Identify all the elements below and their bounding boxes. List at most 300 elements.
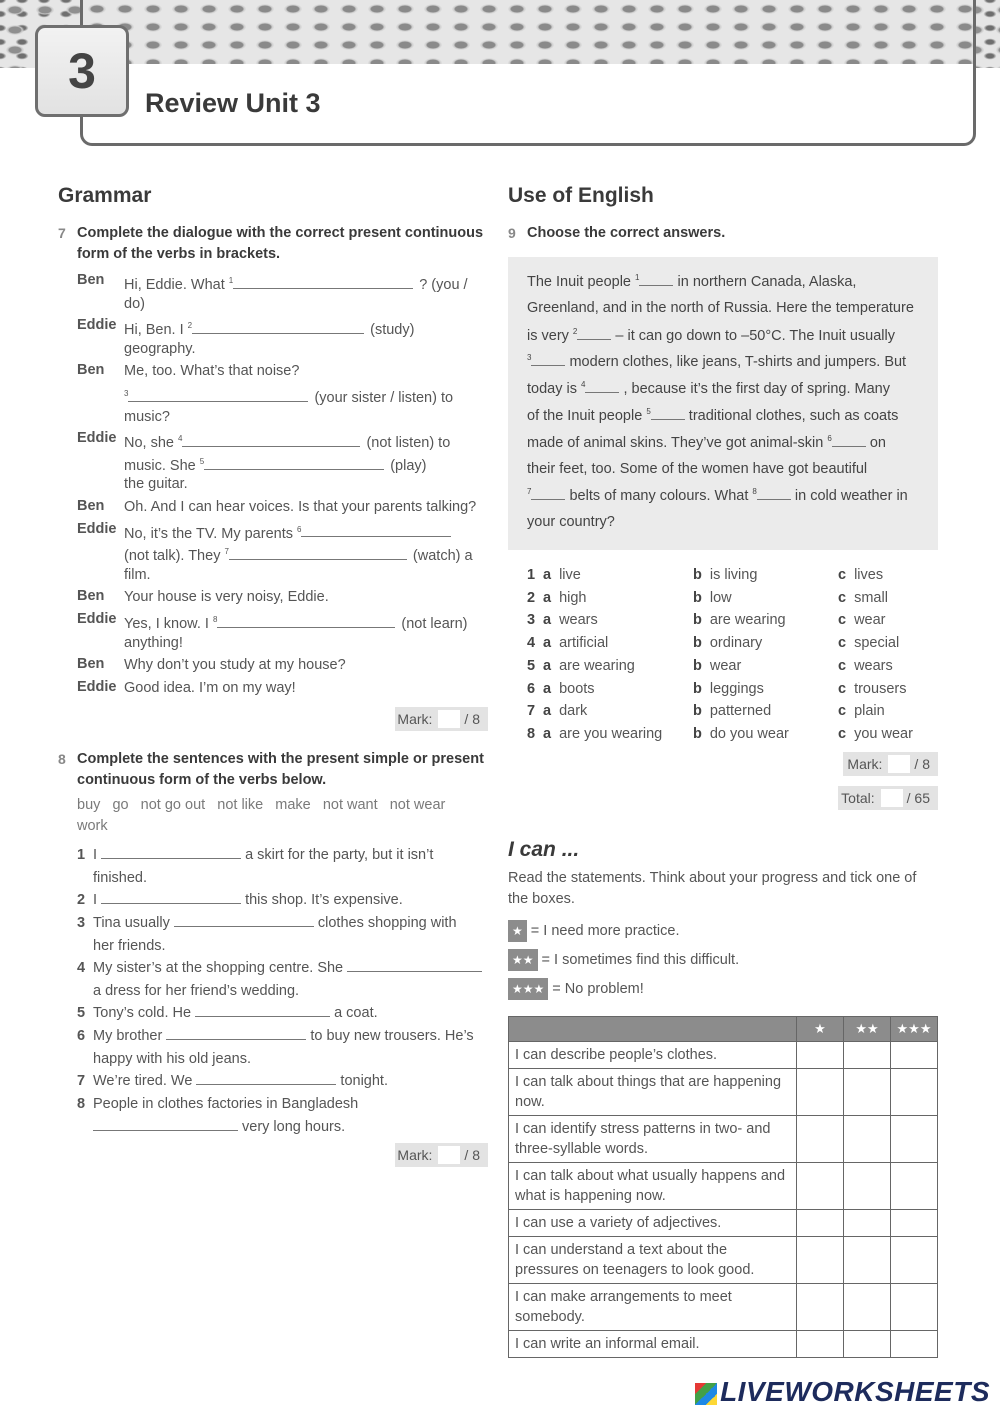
reading-text: traditional clothes, such as coats [684, 408, 899, 424]
option-text: are you wearing [559, 725, 663, 742]
dialogue-speaker: Eddie [77, 678, 117, 695]
option-text: dark [559, 703, 588, 720]
tick-box[interactable] [891, 1163, 938, 1210]
dialogue-line [124, 339, 195, 359]
tick-box[interactable] [844, 1284, 891, 1331]
gap-number: 5 [199, 456, 205, 466]
dialogue-text: No, she [124, 435, 178, 452]
answer-blank[interactable] [93, 1117, 238, 1131]
option-a[interactable] [543, 726, 662, 742]
option-number-text: 2 [527, 589, 536, 606]
answer-blank[interactable] [585, 380, 619, 393]
sentence-line [77, 981, 299, 1001]
sentence-line [77, 868, 147, 888]
answer-blank[interactable] [217, 614, 395, 628]
option-letter: a [543, 589, 552, 606]
sentence-text: finished. [93, 870, 148, 886]
option-number [527, 658, 535, 674]
dialogue-text: (not learn) [401, 615, 468, 632]
sentence-line [77, 913, 457, 933]
option-number-text: 1 [527, 567, 536, 583]
gap-number: 5 [646, 407, 651, 417]
option-text: small [854, 589, 888, 606]
dialogue-text: anything! [124, 634, 183, 651]
option-b[interactable] [693, 681, 764, 697]
option-letter: b [693, 725, 702, 742]
dialogue-text: Oh. And I can hear voices. Is that your parents talking? [124, 499, 477, 515]
sentence-text: I [93, 847, 102, 863]
reading-text: on [865, 434, 886, 451]
option-text: wear [854, 612, 886, 629]
tick-box[interactable] [891, 1069, 938, 1116]
option-a[interactable] [543, 567, 581, 583]
sentence-text: a coat. [334, 1005, 378, 1021]
ican-table [508, 1016, 938, 1358]
answer-blank[interactable] [577, 327, 611, 340]
ican-statement: I can write an informal email. [509, 1331, 797, 1358]
option-letter: c [838, 612, 847, 629]
gap-number: 2 [572, 326, 578, 336]
answer-blank[interactable] [101, 890, 241, 904]
use-of-english-heading: Use of English [508, 184, 654, 207]
star-rating-icon: ★ [508, 920, 527, 942]
sentence-line [77, 1049, 251, 1069]
ican-key-item [508, 978, 644, 1000]
reading-text: of the Inuit people [527, 408, 647, 424]
option-letter: b [693, 657, 702, 674]
sentence-text: People in clothes factories in Bangladesh [93, 1096, 359, 1112]
sentence-line [77, 958, 486, 978]
reading-text: Greenland, and in the north of Russia. Here the temperature [527, 299, 914, 316]
dialogue-text: (study) [370, 322, 415, 339]
option-letter: a [543, 612, 552, 629]
dialogue-text: music. She [124, 457, 200, 474]
grammar-heading: Grammar [58, 184, 152, 207]
tick-box[interactable] [797, 1331, 844, 1358]
header-frame [80, 0, 976, 146]
tick-box[interactable] [844, 1163, 891, 1210]
exercise-7-instruction-2: form of the verbs in brackets. [77, 246, 281, 262]
option-letter: c [838, 589, 847, 606]
dialogue-line [124, 316, 414, 340]
dialogue-speaker: Ben [77, 362, 105, 379]
ican-statement: I can identify stress patterns in two- and three-syllable words. [509, 1116, 797, 1163]
option-b[interactable] [693, 590, 732, 606]
dialogue-line [124, 610, 467, 634]
exercise-9-instruction: Choose the correct answers. [527, 225, 726, 241]
option-b[interactable] [693, 612, 786, 628]
option-b[interactable] [693, 635, 762, 651]
answer-blank[interactable] [531, 353, 565, 366]
dialogue-text: film. [124, 566, 151, 583]
option-text: plain [854, 703, 885, 720]
tick-box[interactable] [844, 1210, 891, 1237]
footer-brand [695, 1376, 990, 1408]
option-letter: b [693, 612, 702, 629]
option-a[interactable] [543, 658, 635, 674]
answer-blank[interactable] [182, 433, 360, 447]
reading-text: in northern Canada, Alaska, [673, 274, 857, 290]
option-text: wears [854, 657, 893, 674]
ican-statement: I can describe people’s clothes. [509, 1042, 797, 1069]
option-a[interactable] [543, 681, 595, 697]
sentence-text: a skirt for the party, but it isn’t [245, 847, 434, 863]
header-pattern-inner [83, 0, 973, 64]
total-label: Total: [841, 790, 875, 806]
option-letter: a [543, 725, 552, 742]
option-c[interactable] [838, 726, 913, 742]
option-number-text: 5 [527, 657, 536, 674]
option-text: artificial [559, 635, 609, 652]
exercise-8-instruction-2: continuous form of the verbs below. [77, 772, 327, 788]
gap-number: 3 [124, 389, 129, 398]
sentence-text: Tina usually [93, 915, 174, 931]
option-text: trousers [854, 680, 907, 697]
tick-box[interactable] [891, 1042, 938, 1069]
ican-header-blank [509, 1017, 797, 1042]
dialogue-text: music? [124, 408, 170, 425]
sentence-text: clothes shopping with [317, 915, 457, 931]
tick-box[interactable] [844, 1069, 891, 1116]
sentence-text: to buy new trousers. He’s [310, 1028, 474, 1044]
mark-label: Mark: [847, 756, 883, 772]
answer-blank[interactable] [757, 487, 791, 500]
option-letter: c [838, 567, 847, 583]
dialogue-speaker: Eddie [77, 611, 117, 627]
dialogue-line [124, 565, 151, 585]
sentence-number: 1 [77, 847, 86, 863]
mark-total: / 8 [914, 756, 930, 772]
option-text: leggings [709, 680, 764, 697]
option-text: high [559, 589, 587, 606]
tick-box[interactable] [891, 1210, 938, 1237]
dialogue-text: Yes, I know. I [124, 615, 213, 632]
exercise-8-instruction-1: Complete the sentences with the present simple or present [77, 751, 484, 767]
option-letter: a [543, 657, 552, 674]
reading-text-line [527, 461, 867, 477]
option-number-text: 6 [527, 680, 536, 697]
sentence-line [77, 936, 166, 956]
dialogue-text: Hi, Ben. I [124, 322, 188, 339]
option-text: wear [709, 657, 742, 674]
dialogue-line [124, 633, 183, 653]
reading-text-line [527, 353, 906, 370]
option-c[interactable] [838, 703, 885, 719]
dialogue-text: (watch) a [412, 548, 473, 565]
option-letter: a [543, 567, 552, 583]
option-number [527, 590, 535, 606]
option-text: special [854, 635, 900, 652]
table-row [509, 1042, 938, 1069]
option-letter: b [693, 703, 702, 720]
sentence-text: Tony’s cold. He [93, 1005, 196, 1021]
gap-number: 3 [527, 353, 532, 363]
answer-blank[interactable] [233, 275, 413, 289]
reading-text: belts of many colours. What [565, 488, 753, 505]
table-row [509, 1210, 938, 1237]
sentence-line [77, 890, 403, 910]
gap-number: 4 [178, 434, 183, 444]
dialogue-speaker: Ben [77, 272, 105, 288]
answer-blank[interactable] [128, 388, 308, 402]
option-letter: c [838, 635, 847, 652]
sentence-number: 7 [77, 1073, 86, 1089]
answer-blank[interactable] [229, 546, 407, 560]
gap-number: 1 [635, 273, 640, 283]
option-c[interactable] [838, 590, 888, 606]
option-letter: b [693, 680, 702, 697]
total-value: / 65 [906, 790, 930, 806]
mark-input[interactable] [888, 755, 910, 773]
option-text: patterned [709, 703, 772, 720]
mark-total: / 8 [464, 711, 480, 727]
option-number [527, 567, 535, 583]
sentence-number: 6 [77, 1028, 86, 1044]
option-number [527, 726, 535, 742]
dialogue-text: the guitar. [124, 476, 188, 493]
tick-box[interactable] [844, 1116, 891, 1163]
reading-text: , because it’s the first day of spring. Many [619, 381, 890, 398]
option-b[interactable] [693, 567, 757, 583]
answer-blank[interactable] [651, 407, 685, 420]
reading-text-line [527, 407, 898, 424]
exercise-9-number: 9 [508, 225, 516, 241]
option-b[interactable] [693, 726, 789, 742]
answer-blank[interactable] [192, 320, 364, 334]
answer-blank[interactable] [204, 456, 384, 470]
option-letter: a [543, 703, 552, 720]
table-row [509, 1116, 938, 1163]
gap-number: 7 [224, 547, 229, 557]
option-text: lives [854, 567, 884, 583]
exercise-7-instruction-1: Complete the dialogue with the correct present continuous [77, 225, 484, 241]
answer-blank[interactable] [639, 273, 673, 286]
sentence-line [77, 1094, 358, 1114]
dialogue-line [124, 678, 296, 698]
answer-blank[interactable] [174, 913, 314, 927]
ican-statement: I can use a variety of adjectives. [509, 1210, 797, 1237]
tick-box[interactable] [797, 1210, 844, 1237]
ican-key-text: = I need more practice. [530, 923, 680, 939]
reading-text: in cold weather in [790, 488, 908, 505]
liveworksheets-logo-icon [695, 1383, 717, 1405]
dialogue-line [124, 655, 346, 675]
option-text: you wear [854, 725, 913, 742]
tick-box[interactable] [891, 1237, 938, 1284]
dialogue-line [124, 361, 299, 381]
dialogue-speaker: Eddie [77, 520, 117, 537]
answer-blank[interactable] [166, 1026, 306, 1040]
tick-box[interactable] [844, 1042, 891, 1069]
tick-box[interactable] [891, 1116, 938, 1163]
exercise-9-mark [843, 752, 938, 776]
ican-intro-2: the boxes. [508, 891, 575, 907]
mark-total: / 8 [464, 1147, 480, 1163]
ican-statement: I can make arrangements to meet somebody. [509, 1284, 797, 1331]
dialogue-text: Why don’t you study at my house? [124, 657, 346, 674]
option-b[interactable] [693, 703, 771, 719]
tick-box[interactable] [797, 1042, 844, 1069]
gap-number: 6 [297, 524, 302, 534]
option-text: are wearing [559, 657, 635, 674]
tick-box[interactable] [891, 1331, 938, 1358]
ican-key-item [508, 949, 739, 971]
sentence-number: 8 [77, 1096, 86, 1112]
word-bank-line-2: work [77, 818, 108, 834]
option-text: are wearing [709, 612, 786, 629]
reading-text-line [527, 273, 856, 290]
ican-statement: I can talk about what usually happens and what is happening now. [509, 1163, 797, 1210]
tick-box[interactable] [844, 1237, 891, 1284]
exercise-7-mark [395, 707, 488, 731]
reading-text: modern clothes, like jeans, T-shirts and jumpers. But [565, 354, 907, 371]
option-c[interactable] [838, 635, 899, 651]
total-input[interactable] [881, 789, 903, 807]
answer-blank[interactable] [301, 523, 451, 537]
option-text: do you wear [709, 725, 789, 742]
sentence-line [77, 1117, 345, 1137]
total-mark [838, 786, 938, 810]
table-row [509, 1331, 938, 1358]
sentence-text: very long hours. [242, 1119, 346, 1135]
dialogue-line [124, 474, 188, 494]
mark-input[interactable] [438, 710, 460, 728]
ican-header-one-star: ★ [797, 1017, 844, 1042]
gap-number: 8 [752, 487, 757, 497]
sentence-text: tonight. [340, 1073, 388, 1089]
mark-label: Mark: [397, 1147, 433, 1163]
tick-box[interactable] [891, 1284, 938, 1331]
tick-box[interactable] [797, 1237, 844, 1284]
dialogue-text: (play) [390, 457, 427, 474]
option-letter: c [838, 680, 847, 697]
dialogue-speaker: Ben [77, 498, 105, 514]
dialogue-line [124, 271, 468, 295]
reading-text-line [527, 514, 615, 530]
dialogue-text: Me, too. What’s that noise? [124, 363, 300, 380]
gap-number: 2 [187, 321, 193, 331]
reading-text-line [527, 327, 895, 344]
option-number-text: 7 [527, 703, 536, 720]
answer-blank[interactable] [196, 1071, 336, 1085]
reading-text: their feet, too. Some of the women have got beautiful [527, 460, 868, 477]
reading-text-line [527, 487, 908, 504]
dialogue-text: Good idea. I’m on my way! [124, 679, 296, 696]
tick-box[interactable] [797, 1163, 844, 1210]
table-row [509, 1069, 938, 1116]
option-letter: c [838, 703, 847, 720]
ican-intro-1: Read the statements. Think about your progress and tick one of [508, 870, 917, 886]
sentence-text: happy with his old jeans. [93, 1051, 251, 1067]
ican-key-text: = I sometimes find this difficult. [541, 952, 740, 968]
dialogue-line [124, 520, 457, 544]
mark-input[interactable] [438, 1146, 460, 1164]
dialogue-text: Hi, Eddie. What [124, 276, 229, 293]
sentence-text: We’re tired. We [93, 1073, 197, 1089]
dialogue-text: (not talk). They [124, 548, 225, 565]
reading-text: made of animal skins. They’ve got animal-skin [527, 434, 828, 451]
option-letter: c [838, 657, 847, 674]
sentence-number: 5 [77, 1005, 86, 1021]
tick-box[interactable] [797, 1069, 844, 1116]
reading-text: The Inuit people [527, 274, 636, 290]
answer-blank[interactable] [832, 434, 866, 447]
sentence-text: I [93, 892, 102, 908]
option-c[interactable] [838, 612, 886, 628]
exercise-8-number: 8 [58, 751, 66, 767]
sentence-text: her friends. [93, 938, 166, 954]
option-letter: c [838, 725, 847, 742]
answer-blank[interactable] [195, 1003, 330, 1017]
tick-box[interactable] [797, 1284, 844, 1331]
dialogue-text: (your sister / listen) to [314, 389, 454, 406]
option-a[interactable] [543, 703, 587, 719]
option-a[interactable] [543, 590, 587, 606]
dialogue-text: do) [124, 295, 145, 312]
ican-table-header [509, 1017, 938, 1042]
dialogue-speaker: Eddie [77, 430, 117, 447]
answer-blank[interactable] [101, 845, 241, 859]
option-text: is living [709, 567, 758, 583]
ican-statement: I can understand a text about the pressures on teenagers to look good. [509, 1237, 797, 1284]
dialogue-speaker: Ben [77, 656, 105, 673]
option-c[interactable] [838, 681, 906, 697]
exercise-8-mark [395, 1143, 488, 1167]
option-number [527, 635, 535, 651]
reading-text: is very [527, 327, 573, 344]
sentence-text: My brother [93, 1028, 167, 1044]
option-letter: b [693, 589, 702, 606]
dialogue-line [124, 294, 145, 314]
star-rating-icon: ★★ [508, 949, 538, 971]
sentence-text: My sister’s at the shopping centre. She [93, 960, 348, 976]
dialogue-line [124, 407, 170, 427]
reading-text: your country? [527, 514, 615, 531]
dialogue-speaker: Eddie [77, 317, 117, 334]
sentence-number: 4 [77, 960, 86, 976]
word-bank-line-1: buy go not go out not like make not want not wear [77, 797, 446, 813]
tick-box[interactable] [844, 1331, 891, 1358]
option-c[interactable] [838, 658, 893, 674]
dialogue-line [124, 429, 450, 453]
sentence-text: this shop. It’s expensive. [245, 892, 403, 908]
sentence-text: a dress for her friend’s wedding. [93, 983, 300, 999]
option-text: ordinary [709, 635, 763, 652]
ican-key-item [508, 920, 679, 942]
mark-label: Mark: [397, 711, 433, 727]
gap-number: 1 [228, 276, 234, 285]
dialogue-text: ? (you / [419, 276, 468, 293]
tick-box[interactable] [797, 1116, 844, 1163]
answer-blank[interactable] [531, 487, 565, 500]
option-c[interactable] [838, 567, 883, 583]
option-b[interactable] [693, 658, 741, 674]
ican-statement: I can talk about things that are happening now. [509, 1069, 797, 1116]
reading-text-line [527, 380, 890, 397]
option-a[interactable] [543, 635, 608, 651]
dialogue-line [124, 497, 476, 517]
gap-number: 7 [527, 487, 532, 497]
sentence-number: 3 [77, 915, 86, 931]
dialogue-text: No, it’s the TV. My parents [124, 525, 298, 542]
answer-blank[interactable] [347, 958, 482, 972]
sentence-line [77, 845, 433, 865]
gap-number: 4 [581, 380, 586, 390]
ican-heading: I can ... [508, 838, 580, 861]
option-a[interactable] [543, 612, 598, 628]
option-text: low [709, 589, 732, 606]
reading-text-line [527, 300, 914, 316]
